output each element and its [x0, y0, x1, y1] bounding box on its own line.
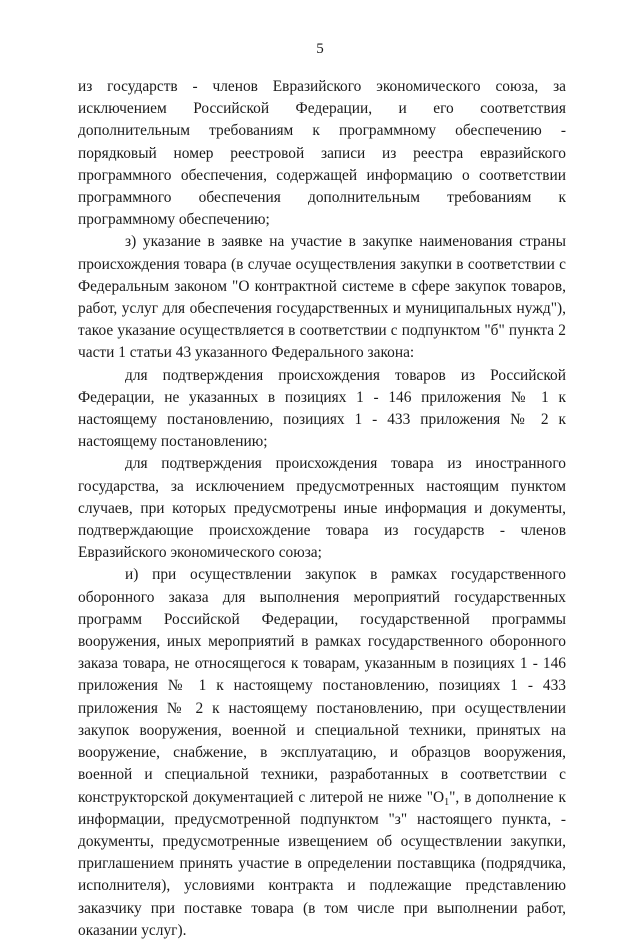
paragraph-russian-origin: для подтверждения происхождения товаров из Российской Федерации, не указанных в позициях 1 - 146 приложения № 1 к настоящему постановлению, позициях 1 - 433 приложения № 2 к настоящему постановлению; [78, 366, 566, 451]
page-number: 5 [316, 41, 324, 57]
litera-subscript: 1 [444, 796, 450, 808]
paragraph-foreign-origin: для подтверждения происхождения товара из иностранного государства, за исключением предусмотренных настоящим пунктом случаев, при которых предусмотрены иные информация и документы, подтверждающие происхождение товара из государств - членов Евразийского экономического союза; [78, 455, 566, 562]
paragraph-item-i-text-before: и) при осуществлении закупок в рамках государственного оборонного заказа для выполнения мероприятий государственных программ Российской Федерации, государственной программы вооружения, иных мероприятий в рамках государственного оборонного заказа товара, не относящегося к товарам, указанным в позициях 1 - 146 приложения № 1 к настоящему постановлению, позициях 1 - 433 приложения № 2 к настоящему постановлению, при осуществлении закупок вооружения, военной и специальной техники, принятых на вооружение, снабжение, в эксплуатацию, и образцов вооружения, военной и специальной техники, разработанных в соответствии с конструкторской документацией с литерой не ниже "О [78, 566, 566, 806]
paragraph-item-i [78, 564, 566, 941]
paragraph-item-z: з) указание в заявке на участие в закупке наименования страны происхождения товара (в случае осуществления закупки в соответствии с Федеральным законом "О контрактной системе в сфере закупок товаров, работ, услуг для обеспечения государственных и муниципальных нужд"), такое указание осуществляется в соответствии с подпунктом "б" пункта 2 части 1 статьи 43 указанного Федерального закона: [78, 233, 566, 362]
paragraph-item-i-text-after: ", в дополнение к информации, предусмотренной подпунктом "з" настоящего пункта, - документы, предусмотренные извещением об осуществлении закупки, приглашением принять участие в определении поставщика (подрядчика, исполнителя), условиями контракта и подлежащие представлению заказчику при поставке товара (в том числе при выполнении работ, оказании услуг). [78, 788, 566, 939]
paragraph-continuation: из государств - членов Евразийского экономического союза, за исключением Российской Федерации, и его соответствия дополнительным требованиям к программному обеспечению - порядковый номер реестровой записи из реестра евразийского программного обеспечения, содержащей информацию о соответствии программного обеспечения дополнительным требованиям к программному обеспечению; [78, 78, 566, 229]
document-body [78, 76, 566, 942]
